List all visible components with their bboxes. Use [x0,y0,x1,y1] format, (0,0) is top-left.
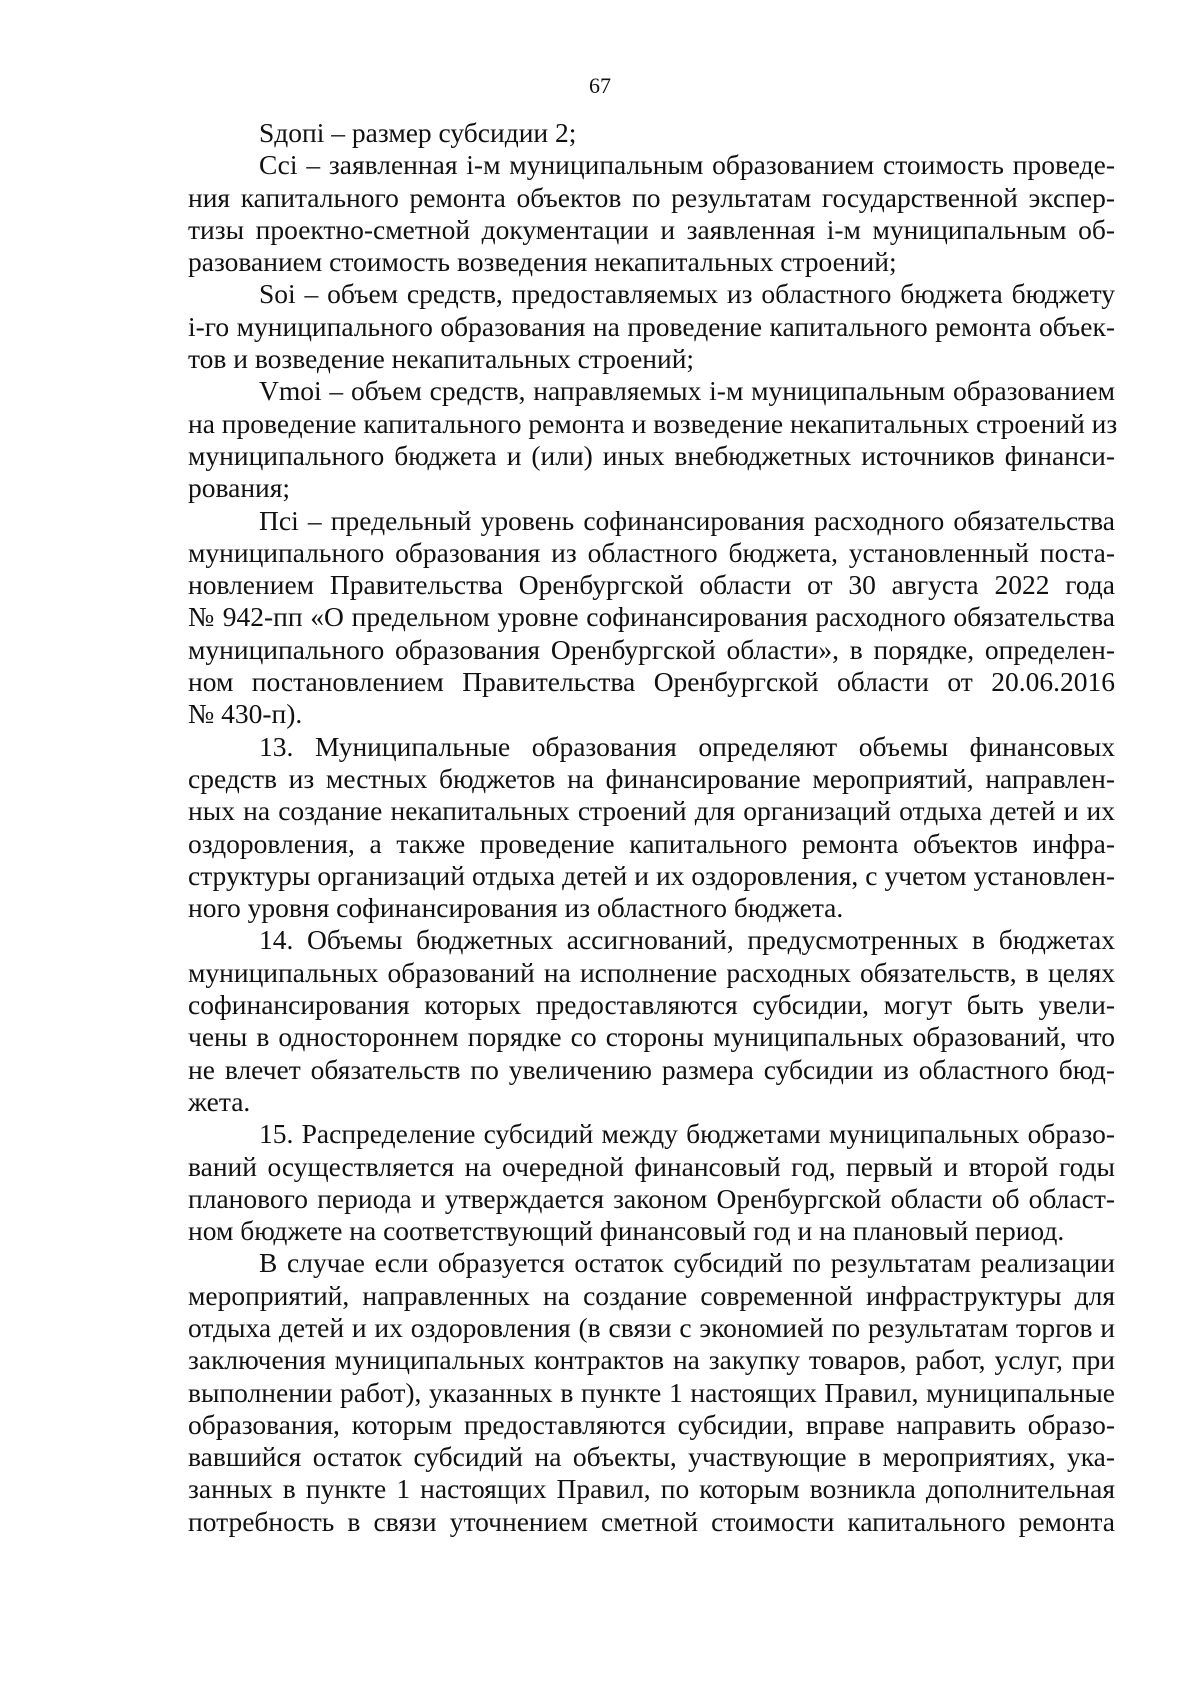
text-line: оздоровления, а также проведение капитального ремонта объектов инфра- [188,827,1115,859]
text-line: потребность в связи уточнением сметной стоимости капитального ремонта [188,1505,1115,1537]
text-line: ном бюджете на соответствующий финансовый год и на плановый период. [188,1215,1065,1247]
text-line: муниципальных образований на исполнение расходных обязательств, в целях [188,956,1115,988]
text-line: жета. [188,1085,251,1117]
text-line: 15. Распределение субсидий между бюджетами муниципальных образо- [259,1118,1115,1150]
text-line: Псi – предельный уровень софинансирования расходного обязательства [259,504,1115,536]
text-line: Sдопi – размер субсидии 2; [259,117,577,148]
document-body [188,117,1118,1538]
page-number: 67 [589,73,611,98]
text-line: новлением Правительства Оренбургской области от 30 августа 2022 года [188,569,1115,601]
text-line: 13. Муниципальные образования определяют объемы финансовых [259,730,1115,762]
text-line: планового периода и утверждается законом Оренбургской области об област- [188,1182,1115,1214]
text-line: вавшийся остаток субсидий на объекты, участвующие в мероприятиях, ука- [188,1441,1115,1473]
text-line: тов и возведение некапитальных строений; [188,343,695,375]
text-line: на проведение капитального ремонта и возведение некапитальных строений из [188,407,1118,439]
text-line: мероприятий, направленных на создание современной инфраструктуры для [188,1279,1115,1311]
text-line: № 430-п). [188,698,303,730]
text-line: средств из местных бюджетов на финансирование мероприятий, направлен- [188,762,1115,794]
text-line: Ссi – заявленная i-м муниципальным образованием стоимость проведе- [259,149,1115,181]
text-line: занных в пункте 1 настоящих Правил, по которым возникла дополнительная [188,1473,1115,1505]
text-line: ния капитального ремонта объектов по результатам государственной экспер- [188,181,1115,213]
text-line: образования, которым предоставляются субсидии, вправе направить образо- [188,1408,1115,1440]
text-line: чены в одностороннем порядке со стороны муниципальных образований, что [188,1021,1115,1053]
text-line: № 942-пп «О предельном уровне софинансирования расходного обязательства [188,601,1115,633]
text-line: муниципального бюджета и (или) иных внебюджетных источников финанси- [188,439,1115,471]
text-line: Soi – объем средств, предоставляемых из областного бюджета бюджету [259,278,1115,310]
text-line: структуры организаций отдыха детей и их оздоровления, с учетом установлен- [188,859,1115,891]
text-line: рования; [188,472,291,504]
text-line: i-го муниципального образования на проведение капитального ремонта объек- [188,310,1115,342]
text-line: 14. Объемы бюджетных ассигнований, предусмотренных в бюджетах [259,924,1115,956]
text-line: разованием стоимость возведения некапитальных строений; [188,246,897,278]
text-line: В случае если образуется остаток субсидий по результатам реализации [259,1247,1115,1279]
text-line: ного уровня софинансирования из областного бюджета. [188,892,844,924]
text-line: не влечет обязательств по увеличению размера субсидии из областного бюд- [188,1053,1115,1085]
text-line: софинансирования которых предоставляются субсидии, могут быть увели- [188,989,1115,1021]
text-line: муниципального образования Оренбургской области», в порядке, определен- [188,633,1115,665]
text-line: Vmoi – объем средств, направляемых i-м муниципальным образованием [259,375,1115,407]
text-line: ном постановлением Правительства Оренбургской области от 20.06.2016 [188,666,1115,698]
text-line: тизы проектно-сметной документации и заявленная i-м муниципальным об- [188,213,1115,245]
text-line: отдыха детей и их оздоровления (в связи с экономией по результатам торгов и [188,1311,1115,1343]
text-line: ных на создание некапитальных строений для организаций отдыха детей и их [188,795,1115,827]
text-line: ваний осуществляется на очередной финансовый год, первый и второй годы [188,1150,1115,1182]
text-line: заключения муниципальных контрактов на закупку товаров, работ, услуг, при [188,1344,1115,1376]
text-line: выполнении работ), указанных в пункте 1 настоящих Правил, муниципальные [188,1376,1115,1408]
text-line: муниципального образования из областного бюджета, установленный поста- [188,536,1115,568]
